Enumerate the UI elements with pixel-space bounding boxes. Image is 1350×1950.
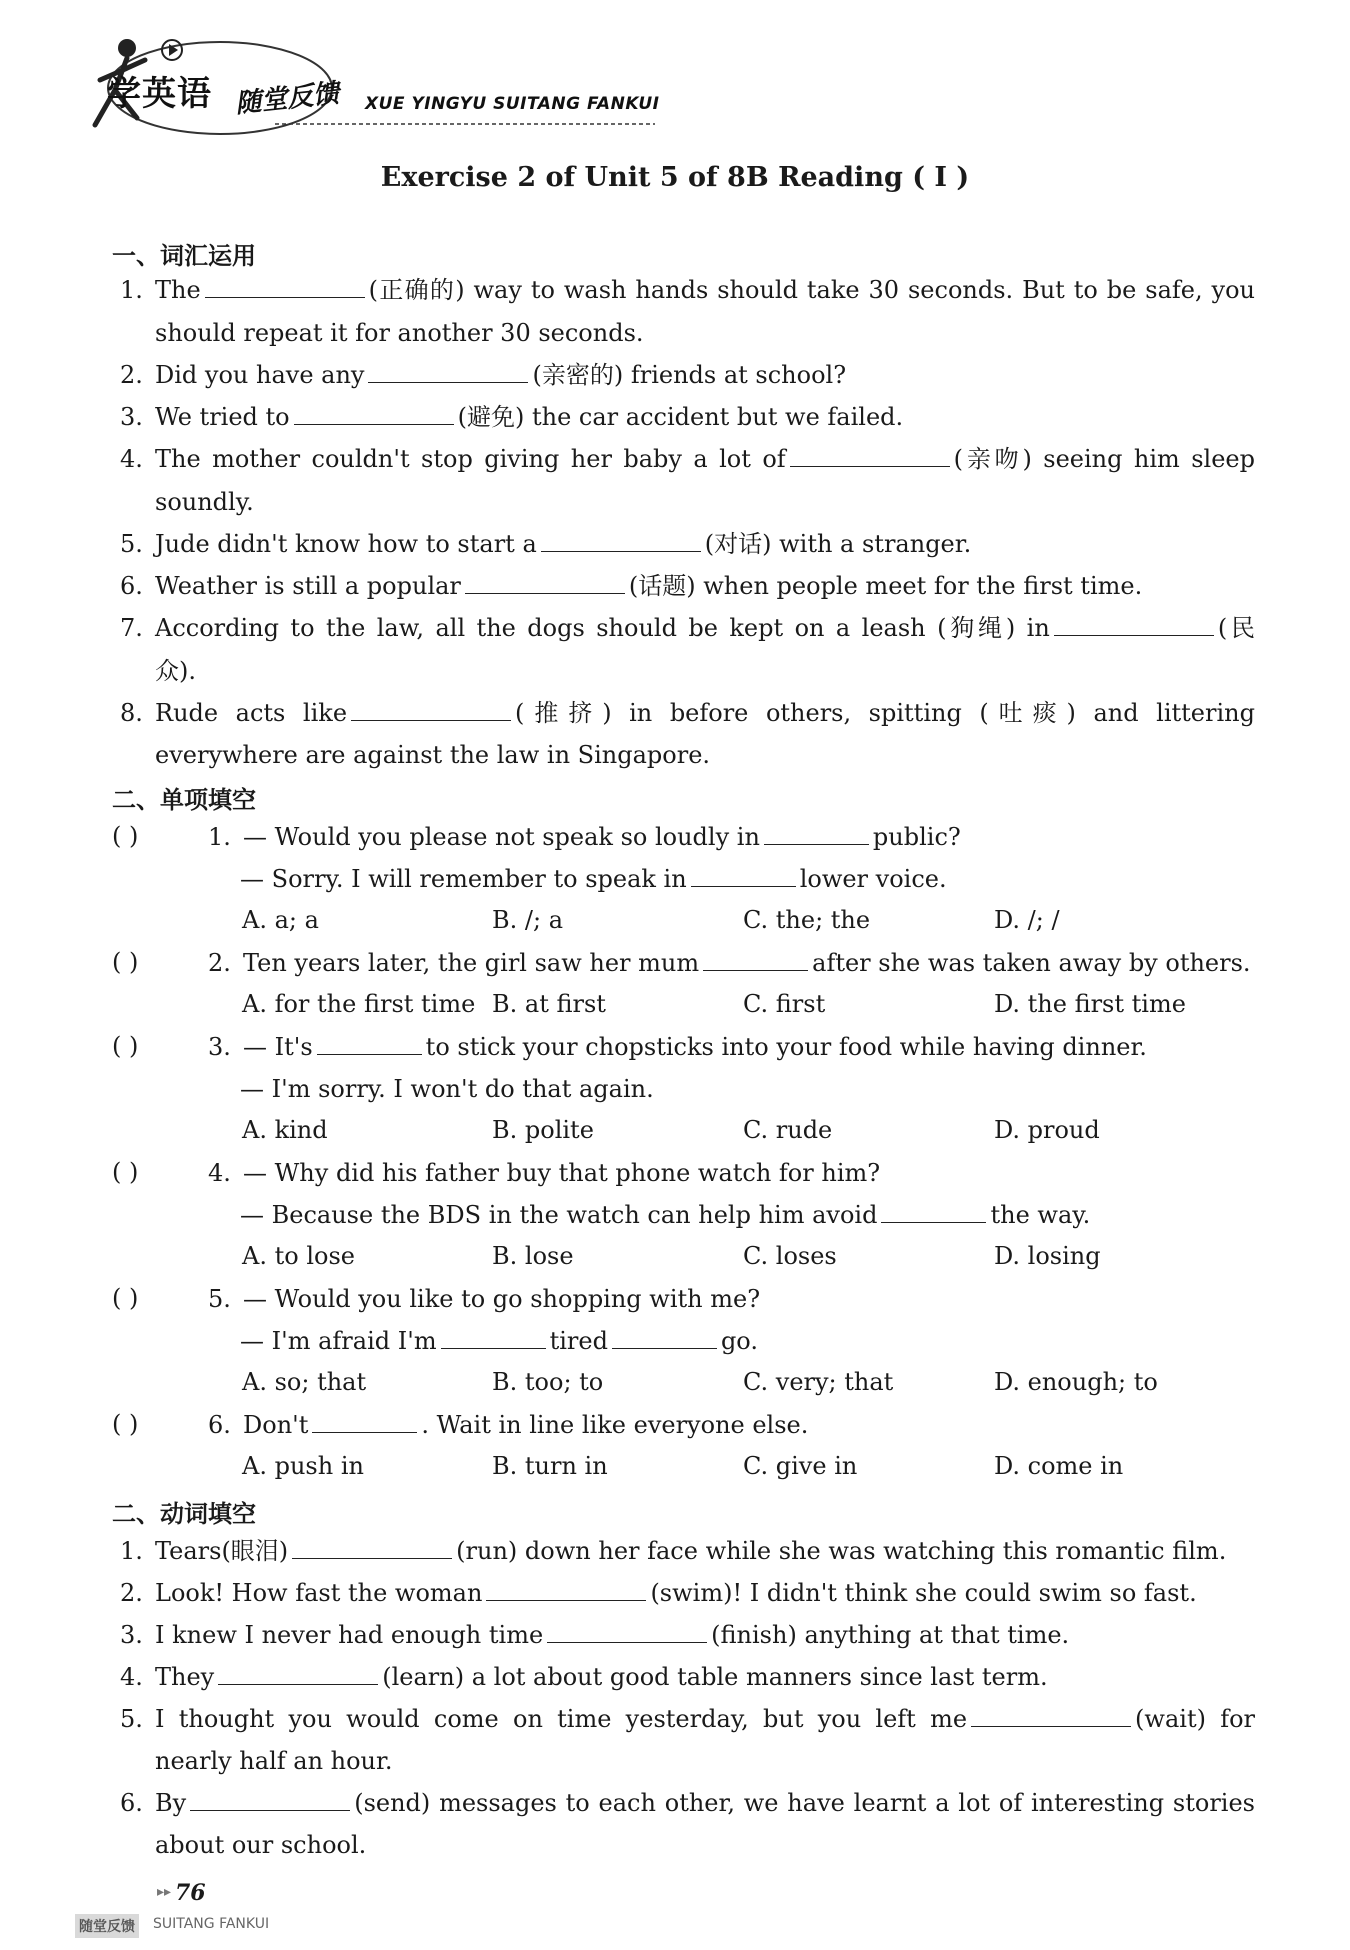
choice-q4-option-c[interactable]: C. loses [743,1242,837,1270]
answer-blank[interactable] [971,1704,1131,1727]
answer-paren[interactable]: ( ) [112,822,139,850]
choice-q5-option-d[interactable]: D. enough; to [994,1368,1158,1396]
answer-blank[interactable] [790,444,950,467]
header-logo [45,30,685,140]
vocab-item-7: 7. According to the law, all the dogs should be kept on a leash (狗绳) in (民 [120,614,1255,642]
answer-blank[interactable] [1054,613,1214,636]
choice-q2-option-d[interactable]: D. the first time [994,990,1186,1018]
choice-q2-option-a[interactable]: A. for the first time [242,990,476,1018]
arrow-icon: ▸▸ [157,1884,172,1900]
choice-q6-stem: 6. Don't . Wait in line like everyone else. [208,1411,809,1439]
answer-blank[interactable] [881,1200,986,1223]
answer-blank[interactable] [612,1326,717,1349]
vocab-item-4: 4. The mother couldn't stop giving her baby a lot of (亲吻) seeing him sleep [120,445,1255,473]
answer-blank[interactable] [190,1788,350,1811]
answer-blank[interactable] [351,698,511,721]
answer-blank[interactable] [703,948,808,971]
vocab-item-4-cont: soundly. [155,488,254,516]
footer-brand-en: SUITANG FANKUI [153,1916,270,1932]
answer-paren[interactable]: ( ) [112,1158,139,1186]
answer-blank[interactable] [764,822,869,845]
choice-q5-option-a[interactable]: A. so; that [242,1368,367,1396]
choice-q1-option-b[interactable]: B. /; a [492,906,564,934]
vocab-item-6: 6. Weather is still a popular (话题) when people meet for the first time. [120,572,1143,600]
answer-blank[interactable] [317,1032,422,1055]
choice-q2-stem: 2. Ten years later, the girl saw her mum after she was taken away by others. [208,949,1251,977]
verb-item-5-cont: nearly half an hour. [155,1747,393,1775]
choice-q4-option-a[interactable]: A. to lose [242,1242,355,1270]
vocab-item-7-cont: 众). [155,657,196,685]
page-number: 76 [175,1880,206,1906]
brand-en: XUE YINGYU SUITANG FANKUI [365,94,660,114]
footer-brand-cn: 随堂反馈 [75,1914,139,1938]
answer-paren[interactable]: ( ) [112,1410,139,1438]
choice-q5-option-b[interactable]: B. too; to [492,1368,604,1396]
verb-item-4: 4. They (learn) a lot about good table manners since last term. [120,1663,1048,1691]
choice-q6-option-b[interactable]: B. turn in [492,1452,608,1480]
choice-q3-option-d[interactable]: D. proud [994,1116,1100,1144]
page-footer [75,1880,315,1940]
choice-q5-option-c[interactable]: C. very; that [743,1368,894,1396]
choice-q2-option-b[interactable]: B. at first [492,990,606,1018]
verb-item-1: 1. Tears(眼泪) (run) down her face while she was watching this romantic film. [120,1537,1227,1565]
answer-blank[interactable] [368,360,528,383]
verb-item-6: 6. By (send) messages to each other, we have learnt a lot of interesting stories [120,1789,1255,1817]
choice-q1-option-d[interactable]: D. /; / [994,906,1060,934]
choice-q5-stem: 5. — Would you like to go shopping with me? [208,1285,761,1313]
answer-blank[interactable] [486,1578,646,1601]
choice-q6-option-a[interactable]: A. push in [242,1452,364,1480]
choice-q1-option-c[interactable]: C. the; the [743,906,871,934]
choice-q6-option-d[interactable]: D. come in [994,1452,1124,1480]
vocab-item-8: 8. Rude acts like (推挤) in before others, spitting (吐痰) and littering [120,699,1255,727]
choice-q2-option-c[interactable]: C. first [743,990,826,1018]
answer-blank[interactable] [205,275,365,298]
answer-blank[interactable] [547,1620,707,1643]
choice-q3-option-c[interactable]: C. rude [743,1116,833,1144]
choice-q4-stem: 4. — Why did his father buy that phone watch for him? [208,1159,881,1187]
choice-q3-stem: 3. — It's to stick your chopsticks into your food while having dinner. [208,1033,1147,1061]
verb-item-5: 5. I thought you would come on time yesterday, but you left me (wait) for [120,1705,1255,1733]
choice-q5-reply: — I'm afraid I'm tired go. [240,1327,758,1355]
vocab-item-5: 5. Jude didn't know how to start a (对话) with a stranger. [120,530,972,558]
choice-q3-reply: — I'm sorry. I won't do that again. [240,1075,654,1103]
choice-q4-reply: — Because the BDS in the watch can help him avoid the way. [240,1201,1091,1229]
choice-q4-option-d[interactable]: D. losing [994,1242,1101,1270]
brand-cn-secondary: 随堂反馈 [233,78,341,120]
answer-blank[interactable] [541,529,701,552]
verb-item-3: 3. I knew I never had enough time (finish) anything at that time. [120,1621,1070,1649]
vocab-item-1: 1. The (正确的) way to wash hands should take 30 seconds. But to be safe, you [120,276,1255,304]
choice-q6-option-c[interactable]: C. give in [743,1452,858,1480]
vocab-item-3: 3. We tried to (避免) the car accident but we failed. [120,403,904,431]
choice-q3-option-b[interactable]: B. polite [492,1116,594,1144]
brand-cn: 学英语 [107,74,212,114]
choice-q1-reply: — Sorry. I will remember to speak in lower voice. [240,865,947,893]
page-title: Exercise 2 of Unit 5 of 8B Reading ( Ⅰ ) [380,162,970,193]
answer-blank[interactable] [691,864,796,887]
answer-blank[interactable] [218,1662,378,1685]
choice-q1-option-a[interactable]: A. a; a [242,906,319,934]
vocab-item-2: 2. Did you have any (亲密的) friends at school? [120,361,847,389]
verb-item-6-cont: about our school. [155,1831,367,1859]
vocab-item-8-cont: everywhere are against the law in Singapore. [155,741,711,769]
section-heading-verbs: 二、动词填空 [112,1500,256,1528]
verb-item-2: 2. Look! How fast the woman (swim)! I didn't think she could swim so fast. [120,1579,1197,1607]
answer-blank[interactable] [312,1410,417,1433]
choice-q1-stem: 1. — Would you please not speak so loudly in public? [208,823,961,851]
answer-paren[interactable]: ( ) [112,1284,139,1312]
answer-blank[interactable] [294,402,454,425]
vocab-item-1-cont: should repeat it for another 30 seconds. [155,319,644,347]
answer-paren[interactable]: ( ) [112,1032,139,1060]
choice-q4-option-b[interactable]: B. lose [492,1242,574,1270]
answer-paren[interactable]: ( ) [112,948,139,976]
section-heading-choice: 二、单项填空 [112,786,256,814]
answer-blank[interactable] [465,571,625,594]
answer-blank[interactable] [292,1536,452,1559]
choice-q3-option-a[interactable]: A. kind [242,1116,328,1144]
answer-blank[interactable] [441,1326,546,1349]
section-heading-vocab: 一、词汇运用 [112,242,256,270]
